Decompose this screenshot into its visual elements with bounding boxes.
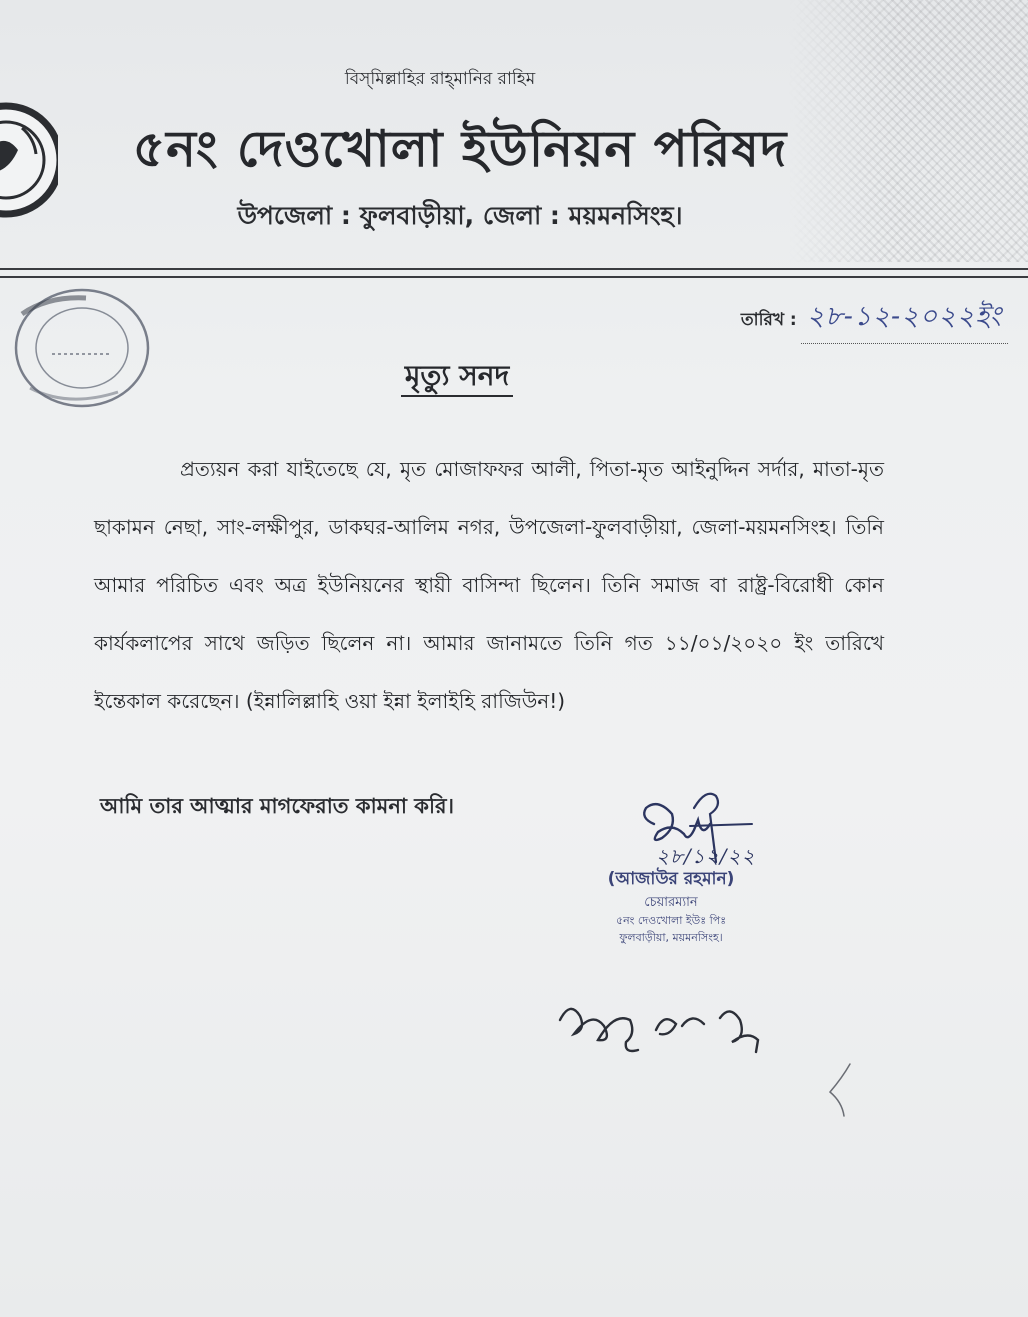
handwritten-note [552, 990, 782, 1060]
prayer-line: আমি তার আত্মার মাগফেরাত কামনা করি। [100, 794, 455, 818]
pencil-tick-mark [822, 1058, 862, 1118]
union-address: উপজেলা : ফুলবাড়ীয়া, জেলা : ময়মনসিংহ। [237, 201, 683, 230]
signatory-block [556, 866, 786, 946]
document-title: মৃত্যু সনদ [401, 359, 513, 397]
union-parishad-title: ৫নং দেওখোলা ইউনিয়ন পরিষদ [132, 120, 788, 178]
signatory-office: ৫নং দেওখোলা ইউঃ পিঃ [615, 914, 727, 927]
date-label: তারিখ : [740, 310, 797, 330]
certificate-body: প্রত্যয়ন করা যাইতেছে যে, মৃত মোজাফফর আলী, পিতা-মৃত আইনুদ্দিন সর্দার, মাতা-মৃত ছাকামন নেছা, সাং-লক্ষীপুর, ডাকঘর-আলিম নগর, উপজেলা-ফুলবাড়ীয়া, জেলা-ময়মনসিংহ। তিনি আমার পরিচিত এবং অত্র ইউনিয়নের স্থায়ী বাসিন্দা ছিলেন। তিনি সমাজ বা রাষ্ট্র-বিরোধী কোন কার্যকলাপের সাথে জড়িত ছিলেন না। আমার জানামতে তিনি গত ১১/০১/২০২০ ইং তারিখে ইন্তেকাল করেছেন। (ইন্নালিল্লাহি ওয়া ইন্না ইলাইহি রাজিউন!) [94, 457, 884, 713]
header-divider-top [0, 268, 1028, 270]
date-value: ২৮-১২-২০২২ইং [801, 296, 1008, 344]
date-line [741, 296, 1008, 344]
header-divider-bottom [0, 276, 1028, 278]
signatory-location: ফুলবাড়ীয়া, ময়মনসিংহ। [619, 931, 723, 944]
document-title-wrapper [0, 354, 914, 401]
signatory-name: (আজাউর রহমান) [607, 869, 735, 889]
signatory-designation: চেয়ারম্যান [644, 895, 698, 910]
signature-date: ২৮/১২/২২ [656, 844, 756, 868]
bismillah-line: বিস্‌মিল্লাহির রাহ্‌মানির রাহিম [344, 69, 536, 89]
